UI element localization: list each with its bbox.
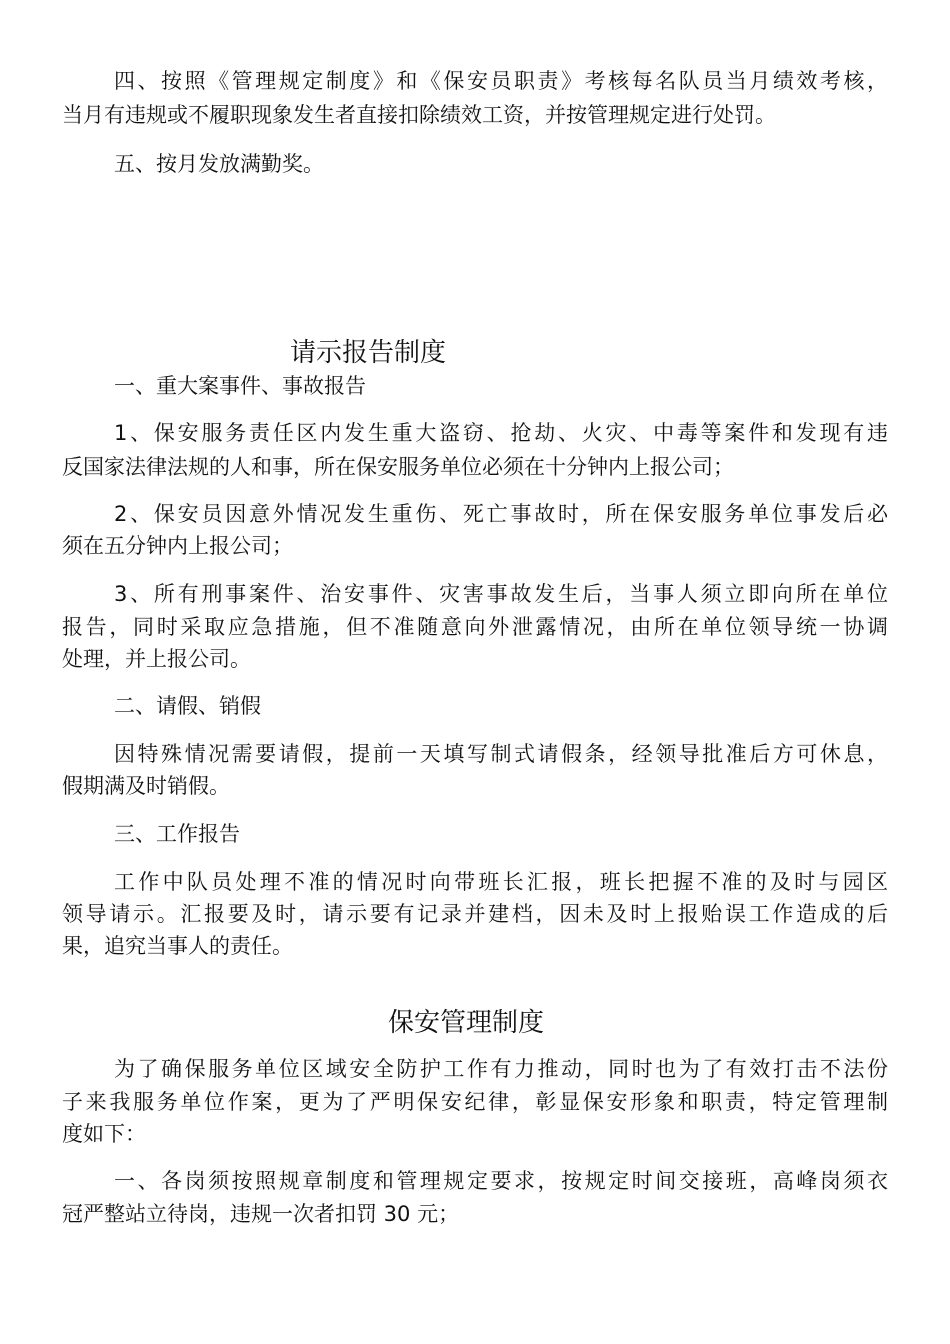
part2-body-line-2: 假期满及时销假。 [62,774,230,798]
item3-line-3: 处理，并上报公司。 [62,647,251,671]
part1-heading: 一、重大案事件、事故报告 [114,374,366,398]
rule1-line-1: 一、各岗须按照规章制度和管理规定要求，按规定时间交接班，高峰岗须衣 [114,1169,888,1193]
part2-body-line-1: 因特殊情况需要请假，提前一天填写制式请假条，经领导批准后方可休息， [114,742,888,766]
section-four-line-2: 当月有违规或不履职现象发生者直接扣除绩效工资，并按管理规定进行处罚。 [62,103,776,127]
intro-line-1: 为了确保服务单位区域安全防护工作有力推动，同时也为了有效打击不法份 [114,1057,888,1081]
item3-line-1: 3、所有刑事案件、治安事件、灾害事故发生后，当事人须立即向所在单位 [114,582,888,606]
part3-body-line-1: 工作中队员处理不准的情况时向带班长汇报，班长把握不准的及时与园区 [114,870,888,894]
part2-heading: 二、请假、销假 [114,694,261,718]
item1-line-2: 反国家法律法规的人和事，所在保安服务单位必须在十分钟内上报公司； [62,455,734,479]
intro-line-3: 度如下： [62,1122,146,1146]
section-four-line-1: 四、按照《管理规定制度》和《保安员职责》考核每名队员当月绩效考核， [114,69,888,93]
part3-body-line-3: 果，追究当事人的责任。 [62,934,293,958]
intro-line-2: 子来我服务单位作案，更为了严明保安纪律，彰显保安形象和职责，特定管理制 [62,1090,888,1114]
reporting-system-title: 请示报告制度 [290,338,447,368]
item1-line-1: 1、保安服务责任区内发生重大盗窃、抢劫、火灾、中毒等案件和发现有违 [114,421,888,445]
section-five: 五、按月发放满勤奖。 [114,152,324,176]
security-management-title: 保安管理制度 [388,1008,545,1038]
part3-heading: 三、工作报告 [114,822,240,846]
part3-body-line-2: 领导请示。汇报要及时，请示要有记录并建档，因未及时上报贻误工作造成的后 [62,902,888,926]
item3-line-2: 报告，同时采取应急措施，但不准随意向外泄露情况，由所在单位领导统一协调 [62,615,888,639]
item2-line-1: 2、保安员因意外情况发生重伤、死亡事故时，所在保安服务单位事发后必 [114,502,888,526]
item2-line-2: 须在五分钟内上报公司； [62,534,293,558]
rule1-line-2: 冠严整站立待岗，违规一次者扣罚 30 元； [62,1202,460,1226]
